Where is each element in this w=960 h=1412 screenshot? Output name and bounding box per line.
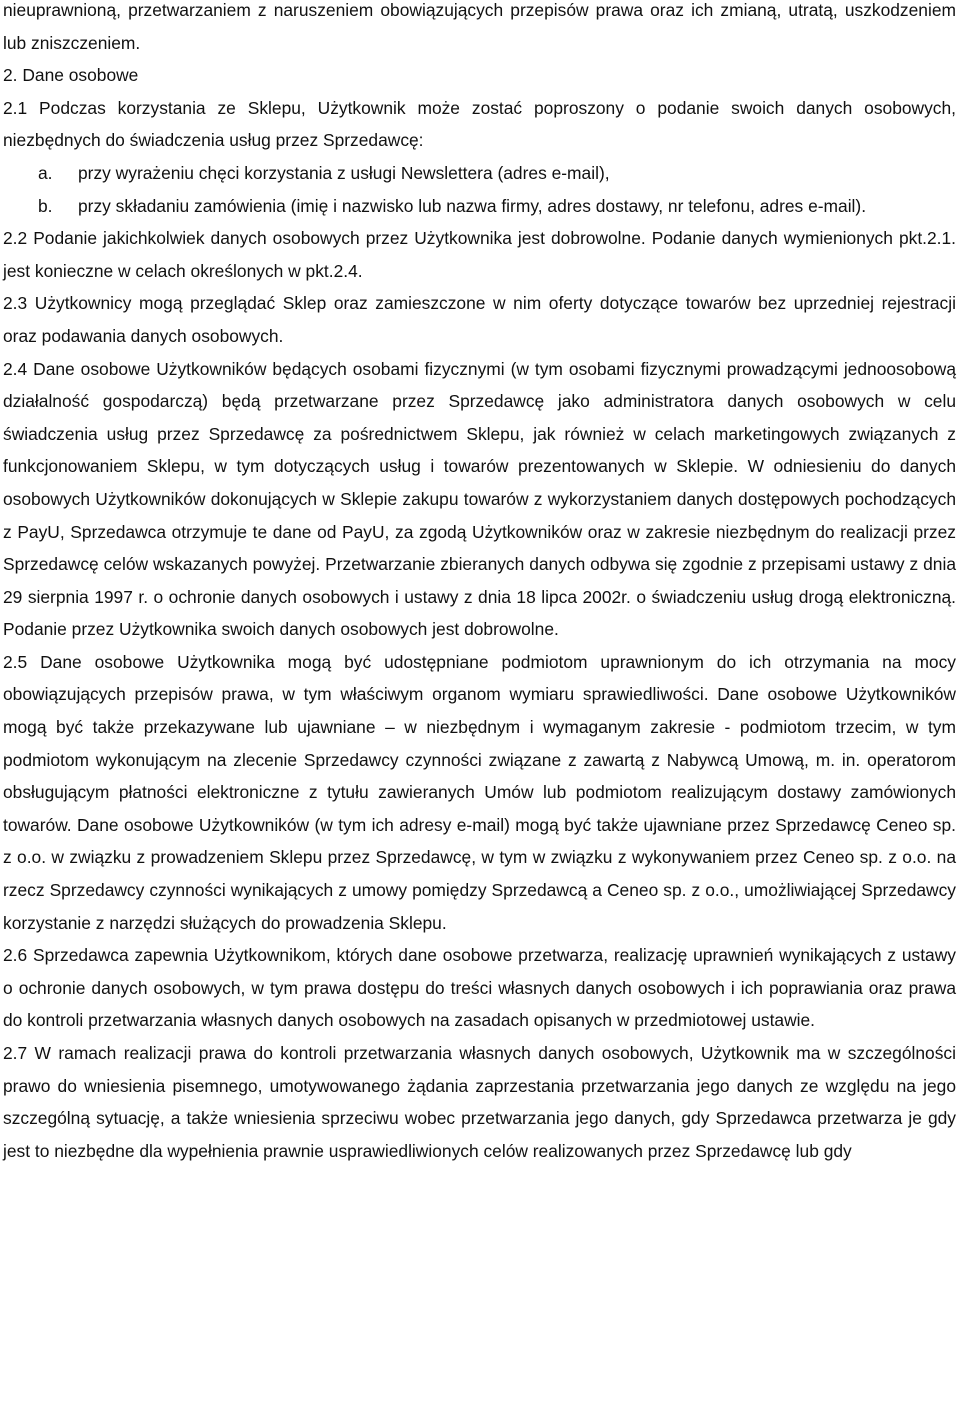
list-item [3,157,956,190]
section-heading: 2. Dane osobowe [3,65,139,86]
paragraph-2-2: 2.2 Podanie jakichkolwiek danych osobowych przez Użytkownika jest dobrowolne. Podanie danych wymienionych pkt.2.1. jest konieczne w celach określonych w pkt.2.4. [3,228,956,281]
list-item [3,190,956,223]
paragraph-2-1: 2.1 Podczas korzystania ze Sklepu, Użytkownik może zostać poproszony o podanie swoich danych osobowych, niezbędnych do świadczenia usług przez Sprzedawcę: [3,97,956,151]
list-item-text: przy składaniu zamówienia (imię i nazwisko lub nazwa firmy, adres dostawy, nr telefonu, adres e-mail). [78,195,867,216]
paragraph-2-4: 2.4 Dane osobowe Użytkowników będących osobami fizycznymi (w tym osobami fizycznymi prowadzącymi jednoosobową działalność gospodarczą) będą przetwarzane przez Sprzedawcę jako administratora danych osobowych w celu świadczenia usług przez Sprzedawcę za pośrednictwem Sklepu, jak również w celach marketingowych związanych z funkcjonowaniem Sklepu, w tym dotyczących usług i towarów prezentowanych w Sklepie. W odniesieniu do danych osobowych Użytkowników dokonujących w Sklepie zakupu towarów z wykorzystaniem danych dostępowych pochodzących z PayU, Sprzedawca otrzymuje te dane od PayU, za zgodą Użytkowników oraz w zakresie niezbędnym do realizacji przez Sprzedawcę celów wskazanych powyżej. Przetwarzanie zbieranych danych odbywa się zgodnie z przepisami ustawy z dnia 29 sierpnia 1997 r. o ochronie danych osobowych i ustawy z dnia 18 lipca 2002r. o świadczeniu usług drogą elektroniczną. Podanie przez Użytkownika swoich danych osobowych jest dobrowolne. [3,358,956,640]
paragraph-2-3: 2.3 Użytkownicy mogą przeglądać Sklep oraz zamieszczone w nim oferty dotyczące towarów bez uprzedniej rejestracji oraz podawania danych osobowych. [3,293,956,346]
paragraph-2-5: 2.5 Dane osobowe Użytkownika mogą być udostępniane podmiotom uprawnionym do ich otrzymania na mocy obowiązujących przepisów prawa, w tym właściwym organom wymiaru sprawiedliwości. Dane osobowe Użytkowników mogą być także przekazywane lub ujawniane – w niezbędnym i wymaganym zakresie - podmiotom trzecim, w tym podmiotom wykonującym na zlecenie Sprzedawcy czynności związane z zawartą z Nabywcą Umową, m. in. operatorom obsługującym płatności elektroniczne z tytułu zawieranych Umów lub podmiotom realizującym dostawy zamówionych towarów. Dane osobowe Użytkowników (w tym ich adresy e-mail) mogą być także ujawniane przez Sprzedawcę Ceneo sp. z o.o. w związku z prowadzeniem Sklepu przez Sprzedawcę, w tym w związku z wykonywaniem przez Ceneo sp. z o.o. na rzecz Sprzedawcy czynności wynikających z umowy pomiędzy Sprzedawcą a Ceneo sp. z o.o., umożliwiającej Sprzedawcy korzystanie z narzędzi służących do prowadzenia Sklepu. [3,651,956,933]
intro-paragraph: nieuprawnioną, przetwarzaniem z naruszeniem obowiązujących przepisów prawa oraz ich zmianą, utratą, uszkodzeniem lub zniszczeniem. [3,0,956,53]
paragraph-2-7: 2.7 W ramach realizacji prawa do kontroli przetwarzania własnych danych osobowych, Użytkownik ma w szczególności prawo do wniesienia pisemnego, umotywowanego żądania zaprzestania przetwarzania jego danych ze względu na jego szczególną sytuację, a także wniesienia sprzeciwu wobec przetwarzania jego danych, gdy Sprzedawca przetwarza je gdy jest to niezbędne dla wypełnienia prawnie usprawiedliwionych celów realizowanych przez Sprzedawcę lub gdy [3,1043,956,1161]
paragraph-2-6: 2.6 Sprzedawca zapewnia Użytkownikom, których dane osobowe przetwarza, realizację uprawnień wynikających z ustawy o ochronie danych osobowych, w tym prawa dostępu do treści własnych danych osobowych i ich poprawiania oraz prawa do kontroli przetwarzania własnych danych osobowych na zasadach opisanych w przedmiotowej ustawie. [3,945,956,1031]
list-marker: a. [38,162,53,183]
list-item-text: przy wyrażeniu chęci korzystania z usługi Newslettera (adres e-mail), [78,162,610,183]
list-marker: b. [38,195,53,216]
